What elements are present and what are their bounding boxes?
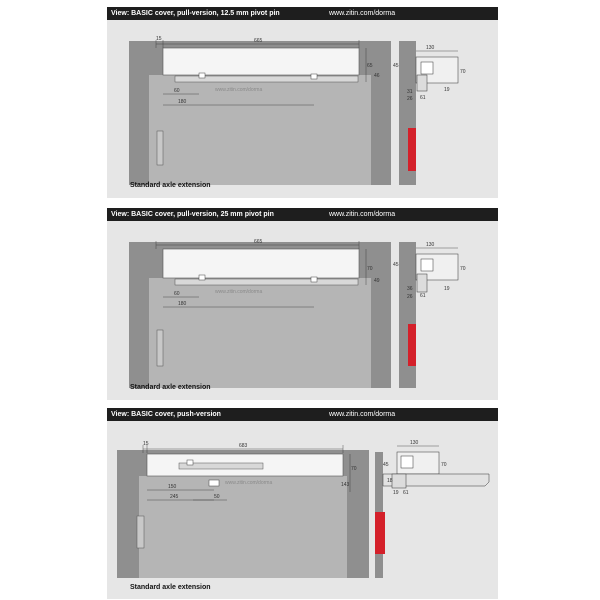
side-dim-width: 130 [426,242,435,248]
dim-height-a: 70 [367,266,373,272]
arm-slider [311,74,317,79]
panel-title: View: BASIC cover, push-version [111,411,221,418]
diagram-panel-3 [107,408,498,599]
panel-url: www.zitin.com/dorma [329,211,396,218]
side-dim-h2: 18 [387,478,393,484]
side-dim-h1: 45 [393,63,399,69]
side-bracket [417,75,427,91]
watermark: www.zitin.com/dorma [215,87,263,93]
hinge [137,516,144,548]
dim-height-b: 46 [374,73,380,79]
side-dim-h5: 19 [444,286,450,292]
dim-length: 665 [254,239,263,245]
side-dim-h4: 61 [420,95,426,101]
side-dim-h2: 36 [407,286,413,292]
closer-cover [163,249,359,278]
panel-title: View: BASIC cover, pull-version, 12.5 mm pivot pin [111,10,280,17]
side-dim-depth: 70 [441,462,447,468]
side-door-red [408,324,416,366]
dim-arm-length: 180 [178,301,187,307]
side-dim-h3: 19 [393,490,399,496]
panel-caption: Standard axle extension [130,584,211,591]
dim-height-b: 143 [341,482,350,488]
dim-arm-offset: 150 [168,484,177,490]
dim-top-offset: 15 [143,441,149,447]
side-dim-h1: 45 [383,462,389,468]
side-dim-depth: 70 [460,266,466,272]
side-dim-width: 130 [410,440,419,446]
dim-top-offset: 15 [156,36,162,42]
side-dim-h5: 19 [444,87,450,93]
diagram-panel-2 [107,208,498,400]
dim-arm-length: 245 [170,494,179,500]
arm-pivot [199,73,205,78]
side-dim-h3: 26 [407,96,413,102]
side-dim-h3: 26 [407,294,413,300]
arm-slider [209,480,219,486]
front-view-drawing [107,208,498,400]
dim-length: 683 [239,443,248,449]
arm-pivot [199,275,205,280]
side-dim-h2: 31 [407,89,413,95]
dim-height-b: 49 [374,278,380,284]
dim-arm-length: 180 [178,99,187,105]
watermark: www.zitin.com/dorma [215,289,263,295]
dim-arm-offset: 60 [174,291,180,297]
side-bracket [417,274,427,292]
dim-height-a: 70 [351,466,357,472]
panel-title: View: BASIC cover, pull-version, 25 mm pivot pin [111,211,274,218]
panel-url: www.zitin.com/dorma [329,10,396,17]
side-door-red [375,512,385,554]
side-wall [399,242,416,388]
side-dim-h4: 61 [420,293,426,299]
diagram-panel-1 [107,7,498,198]
side-door-red [408,128,416,171]
side-dim-h1: 45 [393,262,399,268]
hinge [157,330,163,366]
door-leaf [139,476,347,578]
panel-caption: Standard axle extension [130,182,211,189]
dim-height-a: 65 [367,63,373,69]
side-dim-h4: 61 [403,490,409,496]
hinge [157,131,163,165]
arm-slider [311,277,317,282]
dim-length: 665 [254,38,263,44]
watermark: www.zitin.com/dorma [225,480,273,486]
panel-url: www.zitin.com/dorma [329,411,396,418]
front-view-drawing [107,408,498,599]
dim-arm-end: 50 [214,494,220,500]
side-dim-width: 130 [426,45,435,51]
side-bracket [392,474,406,488]
dim-arm-offset: 60 [174,88,180,94]
closer-cover [163,48,359,75]
arm-pivot [187,460,193,465]
panel-caption: Standard axle extension [130,384,211,391]
front-view-drawing [107,7,498,198]
side-dim-depth: 70 [460,69,466,75]
